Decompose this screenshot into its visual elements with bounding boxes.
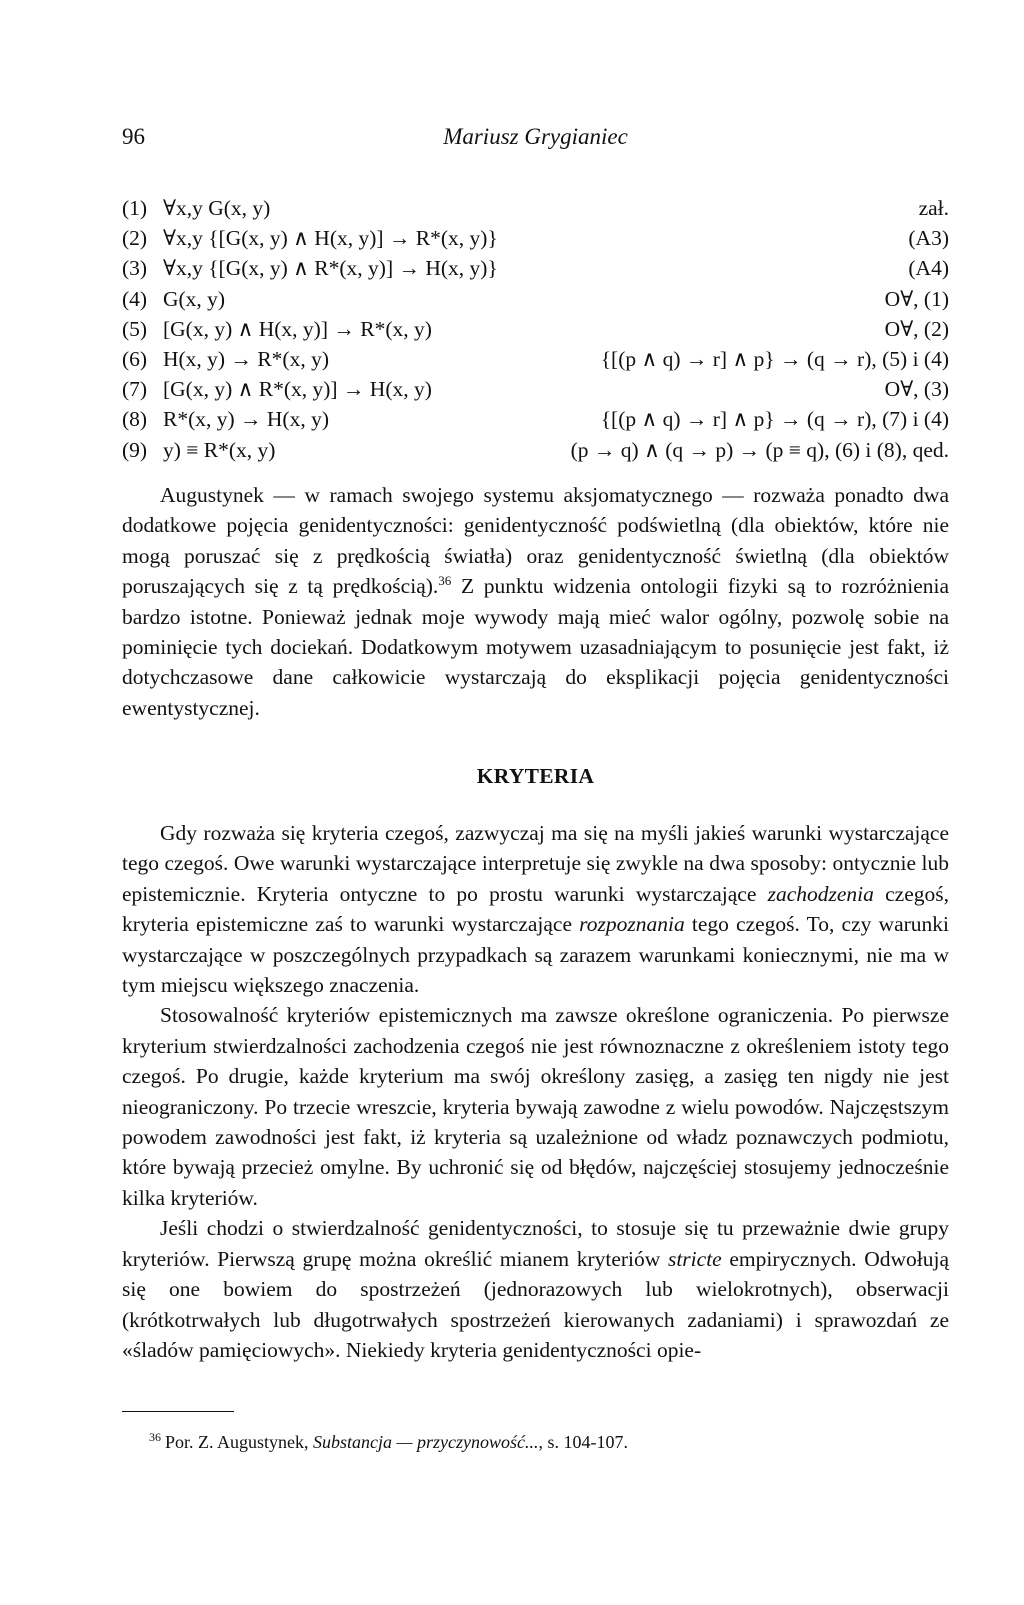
paragraph [122,480,949,723]
paragraph-text: tego czegoś. To, czy warunki wystarczające w poszczególnych przypadkach są zarazem warunkami koniecznymi, nie ma w tym miejscu większego znaczenia. [122,912,949,998]
paragraph-text: Z punktu widzenia ontologii fizyki są to rozróżnienia bardzo istotne. Ponieważ jednak moje wywody mają mieć walor ogólny, pozwolę sobie na pominięcie tych dociekań. Dodatkowym motywem uzasadniającym to posunięcie jest fakt, iż dotychczasowe dane całkowicie wystarczają do eksplikacji pojęcia genidentyczności ewentystycznej. [122,574,949,720]
formula-number: (5) [122,316,148,341]
formula-number: (3) [122,256,148,281]
paragraph-text: Jeśli chodzi o stwierdzalność genidentyczności, to stosuje się tu przeważnie dwie grupy kryteriów. Pierwszą grupę można określić mianem kryteriów [122,1216,949,1271]
body-paragraph-augustynek [122,480,949,723]
formula-number: (2) [122,226,148,251]
footnote-number: 36 [149,1430,161,1444]
formula-number: (1) [122,196,148,220]
formula-line [122,344,949,374]
formula-expression: ∀x,y {[G(x, y) ∧ H(x, y)] → R*(x, y)} [163,226,498,251]
formula-line [122,284,949,314]
formula-expression: ∀x,y G(x, y) [163,196,271,220]
formula-expression: [G(x, y) ∧ H(x, y)] → R*(x, y) [163,316,432,341]
paragraph-text: Augustynek — w ramach swojego systemu aksjomatycznego — rozważa ponadto dwa dodatkowe pojęcia genidentyczności: genidentyczność podświetlną (dla obiektów, które nie mogą poruszać się z prędkością światła) oraz genidentyczność świetlną (dla obiektów poruszających się z tą prędkością). [122,483,949,599]
paragraph-text: empirycznych. Odwołują się one bowiem do spostrzeżeń (jednorazowych lub wielokrotnych), obserwacji (krótkotrwałych lub długotrwałych spostrzeżeń kierowanych zadaniami) i sprawozdań ze «śladów pamięciowych». Niekiedy kryteria genidentyczności opie- [122,1246,949,1362]
formula-justification: (A3) [908,226,949,251]
footnote-author: Por. Z. Augustynek, [165,1432,314,1452]
formula-expression: ∀x,y {[G(x, y) ∧ R*(x, y)] → H(x, y)} [163,256,498,281]
emphasis-text: stricte [667,1246,722,1271]
formula-justification: (A4) [908,256,949,281]
footnote-reference[interactable]: 36 [438,573,452,589]
formula-number: (6) [122,346,148,371]
footnote-title: Substancja — przyczynowość... [313,1432,539,1452]
formula-number: (9) [122,437,148,462]
formula-expression: G(x, y) [163,286,226,311]
paragraph [122,1213,949,1365]
formula-number: (7) [122,377,148,402]
formula-line [122,223,949,253]
formula-number: (4) [122,286,148,311]
formula-justification: O∀, (3) [884,377,949,402]
paragraph-text: Gdy rozważa się kryteria czegoś, zazwyczaj ma się na myśli jakieś warunki wystarczające tego czegoś. Owe warunki wystarczające interpretuje się zwykle na dwa sposoby: ontycznie lub epistemicznie. Kryteria ontyczne to po prostu warunki wystarczające [122,821,949,906]
formula-line [122,314,949,344]
formula-line [122,193,949,223]
footnote [149,1430,909,1454]
section-heading: KRYTERIA [476,764,595,788]
formula-expression: y) ≡ R*(x, y) [163,437,276,462]
formula-expression: H(x, y) → R*(x, y) [163,346,330,371]
formula-line [122,374,949,404]
emphasis-text: zachodzenia [767,881,874,906]
page-number: 96 [122,124,145,149]
formula-line [122,253,949,283]
page-header [122,124,949,164]
formula-derivation [122,193,949,465]
section-body [122,818,949,1365]
formula-justification: {[(p ∧ q) → r] ∧ p} → (q → r), (7) i (4) [600,407,949,432]
paragraph: Stosowalność kryteriów epistemicznych ma zawsze określone ograniczenia. Po pierwsze kryterium stwierdzalności zachodzenia czegoś nie jest równoznaczne z określeniem istoty tego czegoś. Po drugie, każde kryterium ma swój określony zasięg, a zasięg ten nigdy nie jest nieograniczony. Po trzecie wreszcie, kryteria bywają zawodne z wielu powodów. Najczęstszym powodem zawodności jest fakt, iż kryteria są uzależnione od władz poznawczych podmiotu, które bywają przecież omylne. By uchronić się od błędów, najczęściej stosujemy jednocześnie kilka kryteriów. [122,1003,949,1210]
footnote-pages: , s. 104-107. [538,1432,628,1452]
emphasis-text: rozpoznania [579,912,685,937]
formula-justification: O∀, (2) [884,316,949,341]
footnote-divider [122,1411,234,1412]
paragraph [122,818,949,1000]
running-head: Mariusz Grygianiec [443,124,628,149]
formula-number: (8) [122,407,148,432]
paragraph-text: czegoś, kryteria epistemiczne zaś to warunki wystarczające [122,881,950,937]
formula-justification: {[(p ∧ q) → r] ∧ p} → (q → r), (5) i (4) [600,346,949,371]
formula-line [122,435,949,465]
formula-expression: [G(x, y) ∧ R*(x, y)] → H(x, y) [163,377,432,402]
formula-justification: zał. [918,196,949,220]
formula-expression: R*(x, y) → H(x, y) [163,407,330,432]
formula-justification: (p → q) ∧ (q → p) → (p ≡ q), (6) i (8), qed. [570,437,949,462]
formula-line [122,404,949,434]
formula-justification: O∀, (1) [884,286,949,311]
